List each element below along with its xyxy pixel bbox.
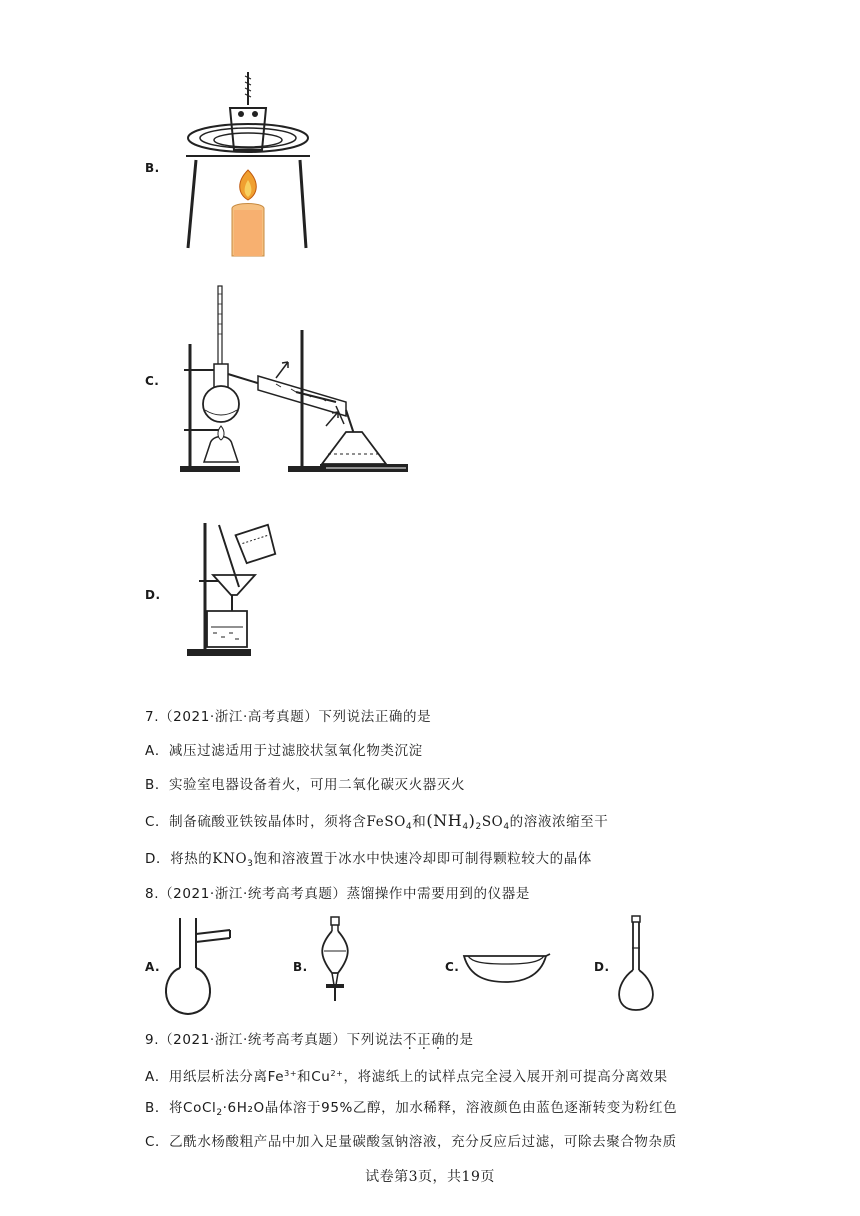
emphasis-dot-char: 确: [431, 1032, 446, 1048]
question-7-option-b: B．实验室电器设备着火，可用二氧化碳灭火器灭火: [145, 777, 466, 793]
question-9-option-b: B．将CoCl$_2$·6H₂O晶体溶于95%乙醇，加水稀释，溶液颜色由蓝色逐渐转变为粉红色: [145, 1100, 678, 1118]
question-7-option-c: C．制备硫酸亚铁铵晶体时，须将含FeSO$_4$和$(NH_4)_2SO_4$的溶液浓缩至干: [145, 811, 609, 832]
volumetric-flask-figure: [610, 914, 670, 1014]
question-7-option-a: A．减压过滤适用于过滤胶状氢氧化物类沉淀: [145, 743, 423, 759]
distilling-flask-figure: [160, 916, 240, 1016]
filtration-apparatus-figure: [185, 515, 285, 660]
option-d-label: D.: [145, 588, 161, 602]
question-7-option-d: D．将热的$KNO_3$饱和溶液置于冰水中快速冷却即可制得颗粒较大的晶体: [145, 851, 592, 869]
distillation-apparatus-figure: [176, 284, 416, 474]
emphasis-dot-char: 不: [403, 1032, 418, 1048]
question-9-option-a: A．用纸层析法分离$Fe^{3+}$和$Cu^{2+}$，将滤纸上的试样点完全浸入展开剂可提高分离效果: [145, 1069, 668, 1085]
evaporating-dish-figure: [462, 948, 552, 988]
option-b-label: B.: [145, 161, 160, 175]
evaporating-dish-on-tripod-figure: [178, 70, 318, 260]
question-7-stem: 7.（2021·浙江·高考真题）下列说法正确的是: [145, 709, 432, 725]
separatory-funnel-figure: [310, 915, 360, 1005]
page-footer: 试卷第3页，共19页: [365, 1169, 495, 1185]
question-8-option-d-label: D.: [594, 960, 610, 974]
question-9-stem: 9.（2021·浙江·统考高考真题）下列说法不正确的是: [145, 1032, 474, 1048]
question-8-stem: 8.（2021·浙江·统考高考真题）蒸馏操作中需要用到的仪器是: [145, 886, 530, 902]
question-8-option-b-label: B.: [293, 960, 308, 974]
question-8-option-a-label: A.: [145, 960, 161, 974]
question-9-option-c: C．乙酰水杨酸粗产品中加入足量碳酸氢钠溶液，充分反应后过滤，可除去聚合物杂质: [145, 1134, 677, 1150]
question-8-option-c-label: C.: [445, 960, 460, 974]
emphasis-dot-char: 正: [417, 1032, 432, 1048]
option-c-label: C.: [145, 374, 160, 388]
